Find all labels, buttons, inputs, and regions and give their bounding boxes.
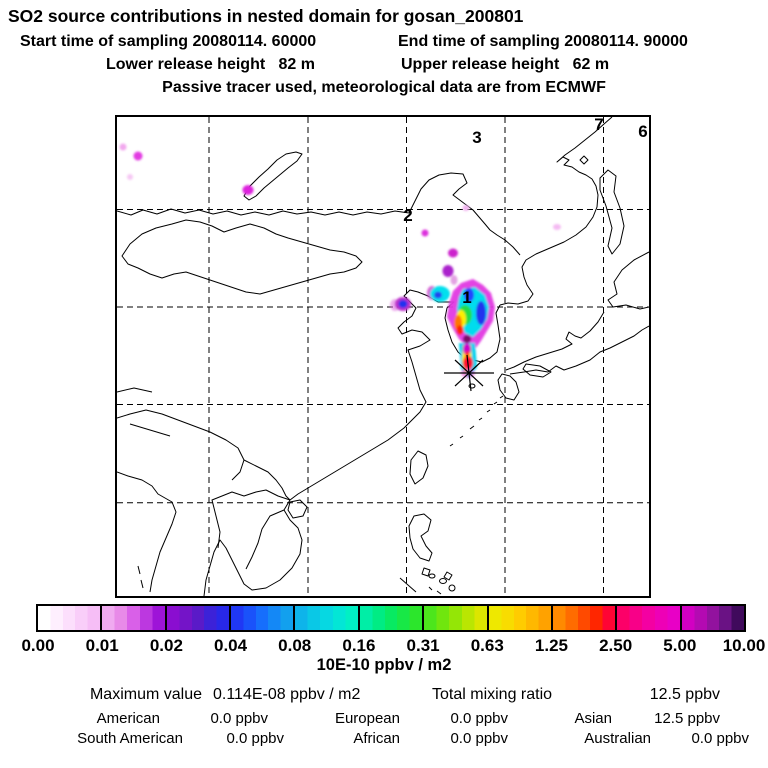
colorbar-unit-label: 10E-10 ppbv / m2 (316, 656, 452, 674)
colorbar-tick-label: 0.02 (149, 636, 183, 655)
colorbar-tick-label: 5.00 (663, 636, 697, 655)
colorbar-tick-label: 0.08 (278, 636, 312, 655)
max-value-label: Maximum value (89, 686, 202, 703)
region-label-3: 3 (472, 128, 482, 147)
colorbar-tick-label: 0.16 (342, 636, 376, 655)
region-number-labels (403, 117, 647, 307)
colorbar-segment (422, 606, 486, 630)
map-panel (115, 115, 651, 598)
concentration-blobs (120, 144, 562, 286)
colorbar-tick-labels (21, 636, 766, 656)
colorbar-segment (615, 606, 679, 630)
colorbar-segment (487, 606, 551, 630)
colorbar-segment (358, 606, 422, 630)
colorbar (36, 604, 746, 632)
colorbar-tick-label: 2.50 (599, 636, 633, 655)
south-american-label: South American (77, 730, 183, 747)
american-value: 0.0 ppbv (210, 710, 268, 727)
colorbar-segment (293, 606, 357, 630)
colorbar-tick-label: 0.01 (85, 636, 119, 655)
south-american-value: 0.0 ppbv (226, 730, 284, 747)
max-value-text: 0.114E-08 ppbv / m2 (213, 686, 361, 703)
colorbar-tick-label: 0.63 (470, 636, 504, 655)
asian-value: 12.5 ppbv (654, 710, 720, 727)
european-value: 0.0 ppbv (450, 710, 508, 727)
african-value: 0.0 ppbv (450, 730, 508, 747)
total-ratio-value: 12.5 ppbv (649, 686, 720, 703)
australian-value: 0.0 ppbv (691, 730, 749, 747)
region-label-2: 2 (403, 206, 413, 225)
asian-label: Asian (574, 710, 612, 727)
end-time-text: End time of sampling 20080114. 90000 (398, 33, 688, 50)
colorbar-tick-label: 0.31 (406, 636, 440, 655)
region-label-7: 7 (594, 117, 604, 134)
american-label: American (96, 710, 160, 727)
colorbar-tick-label: 10.00 (722, 636, 766, 655)
colorbar-segment (38, 606, 100, 630)
coastlines (117, 117, 649, 596)
colorbar-segment (165, 606, 229, 630)
tracer-note-text: Passive tracer used, meteorological data are from ECMWF (162, 79, 606, 96)
plot-title: SO2 source contributions in nested domain for gosan_200801 (8, 6, 524, 26)
colorbar-tick-label: 0.00 (21, 636, 55, 655)
total-ratio-label: Total mixing ratio (432, 686, 553, 703)
lower-release-text: Lower release height 82 m (106, 56, 315, 73)
european-label: European (334, 710, 400, 727)
lat-lon-gridlines (117, 117, 649, 596)
start-time-text: Start time of sampling 20080114. 60000 (20, 33, 317, 50)
colorbar-tick-label: 0.04 (213, 636, 248, 655)
colorbar-segment (229, 606, 293, 630)
colorbar-segment (551, 606, 615, 630)
region-label-1: 1 (462, 288, 472, 307)
colorbar-tick-label: 1.25 (534, 636, 568, 655)
region-label-6: 6 (638, 122, 648, 141)
african-label: African (353, 730, 400, 747)
colorbar-segment (100, 606, 164, 630)
australian-label: Australian (584, 730, 651, 747)
upper-release-text: Upper release height 62 m (401, 56, 610, 73)
colorbar-segment (680, 606, 744, 630)
map-canvas (117, 117, 649, 596)
